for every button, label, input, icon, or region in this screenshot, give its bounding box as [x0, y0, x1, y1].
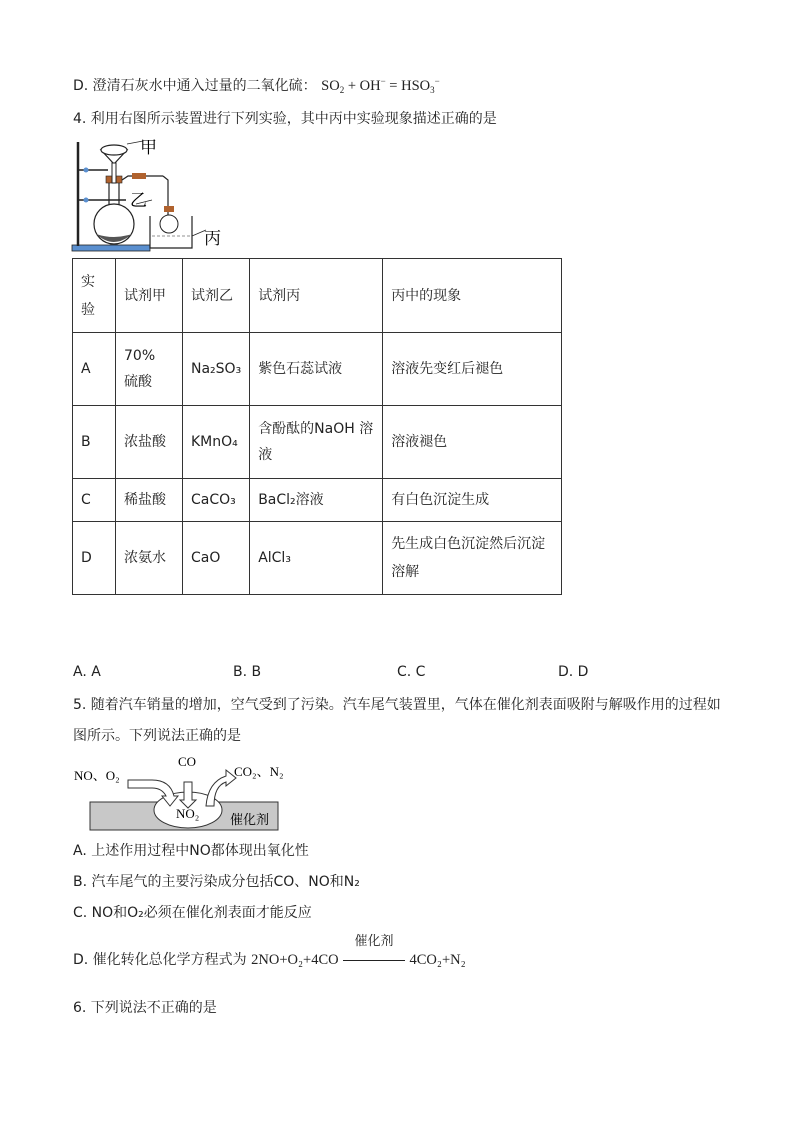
q5-option-c: C. NO和O₂必须在催化剂表面才能反应 — [73, 905, 312, 921]
header-cell-experiment: 实验 — [73, 259, 116, 333]
reagent-bing: 紫色石蕊试液 — [250, 333, 383, 406]
reagent-yi: CaO — [183, 522, 250, 595]
label-catalyst: 催化剂 — [230, 813, 270, 828]
q6-stem: 6. 下列说法不正确的是 — [73, 1000, 217, 1016]
phenomenon: 有白色沉淀生成 — [383, 479, 562, 522]
table-header-row — [73, 259, 562, 333]
q4-option-b: B. B — [233, 664, 262, 680]
label-bing: 丙 — [204, 229, 221, 248]
q5-option-d-right: 4CO₂+N₂ — [409, 952, 466, 968]
q5-option-d-prefix: D. 催化转化总化学方程式为 — [73, 952, 247, 968]
catalyst-diagram — [70, 752, 300, 836]
header-cell-phenomenon: 丙中的现象 — [383, 259, 562, 333]
reagent-yi: CaCO₃ — [183, 479, 250, 522]
phenomenon: 溶液褪色 — [383, 406, 562, 479]
label-no2: NO₂ — [176, 806, 200, 821]
row-label: C — [73, 479, 116, 522]
row-label: D — [73, 522, 116, 595]
reagent-jia: 浓盐酸 — [116, 406, 183, 479]
q4-option-d: D. D — [558, 664, 589, 680]
label-out: CO₂、N₂ — [234, 764, 284, 779]
reagent-yi: KMnO₄ — [183, 406, 250, 479]
reaction-condition: 催化剂 — [354, 934, 394, 949]
q4-stem: 4. 利用右图所示装置进行下列实验，其中丙中实验现象描述正确的是 — [73, 111, 497, 127]
reagent-bing: AlCl₃ — [250, 522, 383, 595]
row-label: A — [73, 333, 116, 406]
reagent-jia: 70%硫酸 — [116, 333, 183, 406]
reagent-yi: Na₂SO₃ — [183, 333, 250, 406]
row-label: B — [73, 406, 116, 479]
reagent-jia: 稀盐酸 — [116, 479, 183, 522]
table-row — [73, 479, 562, 522]
phenomenon: 先生成白色沉淀然后沉淀溶解 — [383, 522, 562, 595]
header-cell-reagent-bing: 试剂丙 — [250, 259, 383, 333]
q5-option-a: A. 上述作用过程中NO都体现出氧化性 — [73, 843, 309, 859]
label-co: CO — [178, 754, 197, 769]
q5-stem-line1: 5. 随着汽车销量的增加，空气受到了污染。汽车尾气装置里，气体在催化剂表面吸附与解吸作用的过程如 — [73, 697, 721, 713]
table-row — [73, 522, 562, 595]
q5-option-d-left: 2NO+O₂+4CO — [251, 952, 339, 968]
apparatus-diagram — [68, 136, 238, 256]
q5-option-b: B. 汽车尾气的主要污染成分包括CO、NO和N₂ — [73, 874, 360, 890]
reagent-jia: 浓氨水 — [116, 522, 183, 595]
label-in: NO、O₂ — [74, 768, 120, 783]
experiment-table — [72, 258, 562, 595]
header-cell-reagent-yi: 试剂乙 — [183, 259, 250, 333]
label-yi: 乙 — [130, 191, 147, 210]
phenomenon: 溶液先变红后褪色 — [383, 333, 562, 406]
q3-option-d-formula: $SO_2 + OH^- = HSO_3^-$ — [321, 76, 440, 95]
table-row — [73, 333, 562, 406]
q3-option-d-text: D. 澄清石灰水中通入过量的二氧化硫： — [73, 78, 317, 94]
q5-stem-line2: 图所示。下列说法正确的是 — [73, 728, 241, 744]
q4-option-a: A. A — [73, 664, 101, 680]
q5-option-d — [73, 934, 466, 969]
reaction-line — [343, 960, 405, 961]
table-row — [73, 406, 562, 479]
reagent-bing: 含酚酞的NaOH 溶液 — [250, 406, 383, 479]
q4-option-c: C. C — [397, 664, 426, 680]
reaction-arrow — [343, 934, 405, 969]
reagent-bing: BaCl₂溶液 — [250, 479, 383, 522]
label-jia: 甲 — [140, 138, 157, 157]
q3-option-d — [73, 72, 440, 99]
header-cell-reagent-jia: 试剂甲 — [116, 259, 183, 333]
